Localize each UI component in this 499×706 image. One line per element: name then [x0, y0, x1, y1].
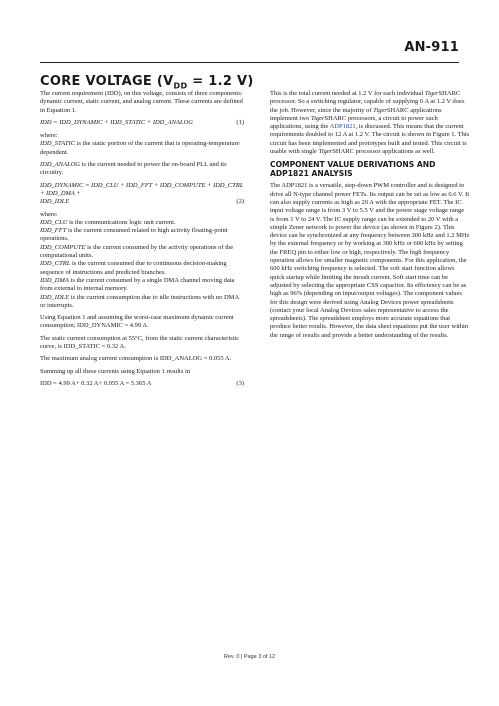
- def-analog-symbol: IDD_ANALOG: [40, 161, 81, 169]
- p1-e: , is discussed. This means that the current requirements doubled to 12 A at 1.2 V. The circuit is shown in Figure 1. This circuit has been implemented and prototypes built and tested. This circuit is usable with single: [270, 123, 470, 156]
- page-footer: Rev. 0 | Page 3 of 12: [223, 654, 276, 660]
- document-id: AN-911: [404, 40, 459, 55]
- equation-1-text: IDD = IDD_DYNAMIC + IDD_STATIC + IDD_ANALOG: [40, 118, 193, 126]
- analog-paragraph: The maximum analog current consumption is IDD_ANALOG = 0.055 A.: [40, 355, 232, 363]
- p1-tiger-4: Tiger: [318, 148, 333, 156]
- equation-1-number: (1): [236, 118, 244, 126]
- def-clu-text: is the communications logic unit current.: [67, 218, 176, 226]
- def-clu-symbol: IDD_CLU: [40, 218, 68, 226]
- p1-c: SHARC applications implement two: [270, 106, 442, 122]
- intro-paragraph: The current requirement (IDD), on this voltage, consists of three components: dynamic current, static current, and analog current. These currents are defined in Equation 1.: [40, 90, 243, 114]
- subsection-heading: COMPONENT VALUE DERIVATIONS AND ADP1821 ANALYSIS: [270, 160, 436, 179]
- where-label-2: where:: [40, 210, 58, 218]
- header-divider: [40, 62, 459, 63]
- p1-d: SHARC processors, a circuit to power such applications, using the: [270, 114, 438, 131]
- def-fft: [40, 227, 244, 244]
- right-column: [270, 90, 470, 344]
- adp1821-paragraph: The ADP1821 is a versatile, step-down PWM controller and is designed to drive all N-type channel power FETs. Its output can be set as low as 0.6 V. It can also supply currents as high as 20 A with the appropriate FET. The IC input voltage range is from 3 V to 5.5 V and the power stage voltage range is from 1 V to 24 V. The IC supply range can be extended to 20 V with a simple Zener network to power the device (as shown in Figure 2). This device can be synchronized at any frequency between 300 kHz and 1.2 MHz by the external frequency or by working at 300 kHz or 600 kHz by setting the FREQ pin to either low or high, respectively. The high frequency operation allows for smaller magnetic components. For this application, the 600 kHz switching frequency is selected. The soft start function allows quick startup while limiting the inrush current. Soft start time can be adjusted by selecting the appropriate CSS capacitor. Its efficiency can be as high as 96% (depending on input/output voltages). The component values for this design were derived using Analog Devices power spreadsheets (contact your local Analog Devices sales representative to access the spreadsheets). The spreadsheet employs more accurate equations that produce better results. However, the data sheet equations put the user within the range of results and provide a better understanding of the results.: [270, 182, 470, 339]
- def-ctrl-text: is the current consumed due to continuous decision-making sequence of instructions and predicted branches.: [40, 260, 227, 276]
- equation-2-line1: IDD_DYNAMIC = IDD_CLU + IDD_FFT + IDD_COMPUTE + IDD_CTRL + IDD_DMA +: [40, 181, 244, 197]
- p1-tiger-2: Tiger: [373, 106, 387, 114]
- p1-b: SHARC processor. So a switching regulator, capable of supplying 6 A at 1.2 V does the job. However, since the majority of: [270, 90, 465, 114]
- def-dma-symbol: IDD_DMA: [40, 276, 69, 284]
- title-sub: DD: [173, 81, 188, 91]
- def-idle-text: is the current consumption due to idle instructions with no DMA or interrupts.: [40, 293, 239, 309]
- def-clu: [40, 219, 244, 227]
- def-dma: [40, 277, 244, 294]
- equation-2: [40, 182, 244, 207]
- sum-paragraph: Summing up all these currents using Equation 1 results in: [40, 367, 191, 375]
- equation-2-line2: IDD_IDLE: [40, 198, 70, 206]
- title-main: CORE VOLTAGE (V: [40, 74, 174, 89]
- def-analog: [40, 161, 244, 178]
- where-label-1: where:: [40, 132, 58, 140]
- def-fft-symbol: IDD_FFT: [40, 227, 67, 235]
- equation-1: [40, 119, 244, 127]
- def-compute-symbol: IDD_COMPUTE: [40, 243, 86, 251]
- def-ctrl-symbol: IDD_CTRL: [40, 260, 71, 268]
- def-ctrl: [40, 260, 244, 277]
- left-column: [40, 90, 244, 393]
- equation-3-number: (3): [236, 379, 244, 387]
- def-compute-text: is the current consumed by the activity operations of the computational units.: [40, 243, 234, 260]
- def-dma-text: is the current consumed by a single DMA channel moving data from external to internal memory.: [40, 276, 235, 293]
- def-static-symbol: IDD_STATIC: [40, 140, 76, 148]
- p1-f: SHARC processor applications as well.: [332, 148, 436, 156]
- def-static-text: is the static portion of the current that is operating-temperature dependent.: [40, 140, 240, 156]
- equation-3-text: IDD = 4.99 A+ 0.32 A+ 0.055 A = 5.365 A: [40, 379, 152, 387]
- def-fft-text: is the current consumed related to high activity floating-point operations.: [40, 227, 228, 243]
- section-title: [40, 74, 254, 91]
- equation-3: [40, 380, 244, 388]
- def-analog-text: is the current needed to power the on-board PLL and its circuitry.: [40, 161, 227, 177]
- def-static: [40, 140, 244, 157]
- def-compute: [40, 244, 244, 261]
- dynamic-paragraph: Using Equation 1 and assuming the worst-case maximum dynamic current consumption; IDD_DYNAMIC = 4.99 A.: [40, 314, 234, 330]
- p1-tiger-1: Tiger: [424, 90, 439, 97]
- p1-a: This is the total current needed at 1.2 V for each individual: [270, 90, 425, 97]
- adp1821-link[interactable]: ADP1821: [329, 123, 356, 131]
- def-idle-symbol: IDD_IDLE: [40, 293, 70, 301]
- title-tail: = 1.2 V): [187, 74, 254, 89]
- p1-tiger-3: Tiger: [310, 114, 325, 122]
- total-current-paragraph: [270, 90, 470, 156]
- def-idle: [40, 294, 244, 311]
- equation-2-number: (2): [236, 198, 244, 206]
- static-paragraph: The static current consumption at 55°C, from the static current characteristic curve, is IDD_STATIC = 0.32 A.: [40, 334, 240, 351]
